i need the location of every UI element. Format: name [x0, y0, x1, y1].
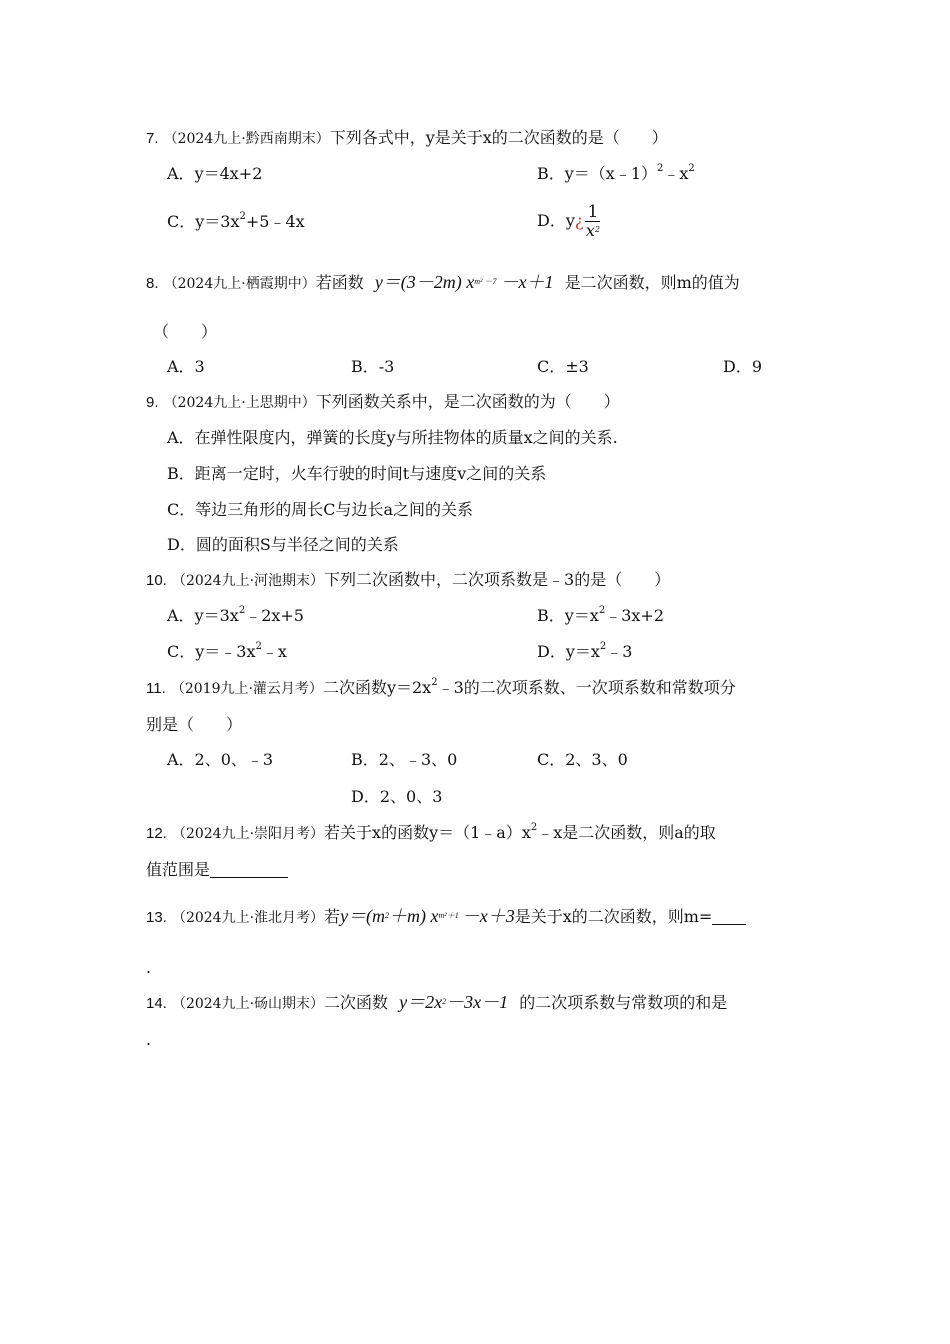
- question-text-continued: 别是（ ）: [146, 715, 243, 734]
- option-b: B．$y=(x﹣1)^2﹣x^2$: [537, 163, 695, 183]
- option-a: A．2、0、﹣3: [167, 750, 274, 769]
- answer-blank[interactable]: [712, 908, 746, 925]
- option-c: C．$y=﹣3x^2﹣x$: [167, 641, 287, 661]
- option-c: C．±3: [537, 357, 589, 376]
- question-13: 13. （2024九上·淮北月考）若$y=(m^2+m)$ $x^{m^2+1} -x+3$是关于x的二次函数，则m=: [146, 906, 746, 928]
- option-b: B．2、﹣3、0: [351, 750, 458, 769]
- fraction: $\frac{1}{x^2}$: [585, 202, 600, 240]
- formula: $y=(m^2+m)$ $x^{m^2+1} -x+3$: [340, 906, 515, 926]
- option-d: D．圆的面积S与半径之间的关系: [167, 535, 399, 554]
- option-c: C．等边三角形的周长C与边长a之间的关系: [167, 500, 474, 519]
- question-text-continued: 值范围是: [146, 860, 288, 880]
- question-11: 11. （2019九上·灌云月考）二次函数$y=2x^2﹣3$的二次项系数、一次项系数和常数项分: [146, 677, 736, 697]
- question-9: [146, 392, 620, 413]
- replacement-glyph: ¿: [574, 211, 584, 230]
- option-a: A．3: [167, 357, 205, 376]
- question-number: 13.: [146, 909, 167, 926]
- question-12: 12. （2024九上·崇阳月考）若关于x的函数$y=(1﹣a)x^2﹣x$是二次函数，则a的取: [146, 822, 716, 842]
- question-number: 9.: [146, 394, 159, 411]
- question-source: （2024九上·砀山期末）: [171, 996, 325, 1012]
- question-text: 下列函数关系中，是二次函数的为（ ）: [315, 392, 620, 411]
- formula: $y=2x^2-3x-1$: [399, 992, 509, 1012]
- formula: y＝(3－2m) $x^{m^2 -7} -x+1$: [374, 272, 554, 292]
- question-10: [146, 570, 670, 591]
- option-d: D．9: [723, 357, 763, 376]
- question-text-continued: .: [146, 958, 152, 977]
- question-14: 14. （2024九上·砀山期末）二次函数 $y=2x^2-3x-1$ 的二次项系数与常数项的和是: [146, 992, 728, 1012]
- question-source: （2024九上·黔西南期末）: [163, 131, 330, 147]
- question-source: （2019九上·灌云月考）: [170, 681, 323, 697]
- question-7: [146, 128, 668, 149]
- option-b: B．-3: [351, 357, 395, 376]
- option-a: A．$y=3x^2﹣2x+5$: [167, 605, 304, 625]
- option-c: C．$y=3x^2+5﹣4x$: [167, 211, 305, 231]
- option-a: A．在弹性限度内，弹簧的长度y与所挂物体的质量x之间的关系.: [167, 428, 618, 447]
- question-text-continued: .: [146, 1030, 152, 1049]
- option-d: D．$y=x^2﹣3$: [537, 641, 633, 661]
- option-d: D．y¿ $\frac{1}{x^2}$: [537, 202, 600, 240]
- question-text: 下列各式中，y是关于x的二次函数的是（ ）: [329, 128, 668, 147]
- question-number: 10.: [146, 572, 167, 589]
- question-number: 7.: [146, 130, 159, 147]
- question-source: （2024九上·河池期末）: [171, 573, 325, 589]
- answer-blank[interactable]: [210, 861, 288, 878]
- option-b: B．$y=x^2﹣3x+2$: [537, 605, 665, 625]
- option-d: D．2、0、3: [351, 787, 443, 806]
- option-c: C．2、3、0: [537, 750, 628, 769]
- answer-parentheses: （ ）: [153, 322, 218, 341]
- question-number: 8.: [146, 275, 159, 292]
- option-b: B．距离一定时，火车行驶的时间t与速度v之间的关系: [167, 464, 547, 483]
- question-text: 下列二次函数中，二次项系数是﹣3的是（ ）: [324, 570, 671, 589]
- question-number: 12.: [146, 825, 167, 842]
- question-source: （2024九上·崇阳月考）: [171, 826, 325, 842]
- option-a: A．y＝4x+2: [167, 164, 263, 183]
- question-number: 14.: [146, 995, 167, 1012]
- question-source: （2024九上·上思期中）: [163, 395, 316, 411]
- question-number: 11.: [146, 680, 166, 697]
- question-8: 8. （2024九上·栖霞期中）若函数 y＝(3－2m) $x^{m^2 -7} -x+1$ 是二次函数，则m的值为: [146, 272, 740, 292]
- question-source: （2024九上·栖霞期中）: [163, 276, 316, 292]
- question-source: （2024九上·淮北月考）: [171, 910, 325, 926]
